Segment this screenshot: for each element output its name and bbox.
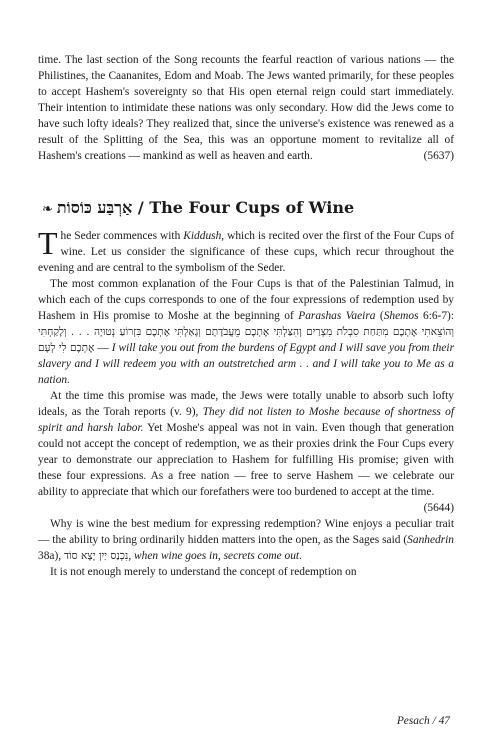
- section-heading: [42, 198, 454, 218]
- drop-cap: T: [38, 225, 58, 261]
- intro-paragraph: [38, 52, 454, 164]
- text-run: Why is wine the best medium for expressing redemption? Wine enjoys a peculiar trait — the ability to bring ordinarily hidden matters into the open, as the Sages said (: [38, 518, 454, 546]
- term-shemos: Shemos: [383, 310, 419, 322]
- paragraph-kiddush: [38, 225, 454, 276]
- term-kiddush: Kiddush: [183, 230, 222, 242]
- section-hebrew-title: אַרְבַּע כּוֹסוֹת: [56, 198, 133, 217]
- term-parasha: Parashas Vaeira: [298, 310, 376, 322]
- paragraph-continuation: [38, 564, 454, 580]
- text-run: ,: [128, 550, 135, 562]
- intro-citation: (5637): [423, 150, 454, 162]
- intro-text: time. The last section of the Song recounts the fearful reaction of various nations — the Philistines, the Caananites, Edom and Moab. The Jews wanted primarily, for these peoples to accept Hashem's sovereignty so that His open eternal reign could start immediately. Their intention to intimidate these nations was only secondary. How did the Jews come to have such lofty ideals? They realized that, since the universe's existence was renewed as a result of the Splitting of the Sea, this was an opportune moment to revitalize all of Hashem's creations — mankind as well as heaven and earth.: [38, 54, 454, 162]
- promise-citation: (5644): [423, 502, 454, 514]
- paragraph-talmud: [38, 276, 454, 388]
- text-run: —: [94, 342, 112, 354]
- saying-translation: when wine goes in, secrets come out: [134, 550, 300, 562]
- torah-quote: They did not listen to Moshe because of shortness of spirit and harsh labor.: [38, 406, 454, 434]
- hebrew-verse: וְהוֹצֵאתִי אֶתְכֶם מִתַּחַת סִבְלֹת מִצְרַיִם וְהִצַּלְתִּי אֶתְכֶם מֵעֲבֹדָתָם וְגָאַלְתִּי אֶתְכֶם בִּזְרוֹעַ נְטוּיָה . . . וְלָקַחְתִּי אֶתְכֶם לִי לְעָם: [38, 326, 454, 354]
- text-run: (: [375, 310, 384, 322]
- paragraph-promise: [38, 388, 454, 516]
- hebrew-saying: נִכְנַס יַיִן יָצָא סוֹד: [63, 550, 129, 562]
- running-footer: Pesach / 47: [396, 715, 450, 727]
- text-run: The most common explanation of the Four Cups is that of the Palestinian Talmud, in which each of the cups corresponds to one of the four expressions of redemption used by Hashem in His promise to Moshe at the beginning of: [38, 278, 454, 322]
- text-run: 38a),: [38, 550, 64, 562]
- text-run: It is not enough merely to understand the concept of redemption on: [50, 566, 357, 578]
- term-sanhedrin: Sanhedrin: [407, 534, 454, 546]
- text-run: Yet Moshe's appeal was not in vain. Even though that generation could not accept the concept of redemption, we as their proxies drink the Four Cups every year to demonstrate our appreciation to Hashem for fulfilling His promise; given with these four expressions. As a free nation — free to serve Hashem — we celebrate our ability to appreciate that which our forefathers were too burdened to accept at the time.: [38, 422, 454, 498]
- fleuron-icon: ❧: [42, 202, 53, 217]
- text-run: At the time this promise was made, the Jews were totally unable to absorb such lofty ideals, as the Torah reports (v. 9),: [38, 390, 454, 418]
- text-run: 6:6-7):: [418, 310, 454, 322]
- text-run: he Seder commences with: [60, 230, 184, 242]
- paragraph-wine: [38, 516, 454, 564]
- text-run: .: [299, 550, 302, 562]
- text-run: , which is recited over the first of the Four Cups of wine. Let us consider the significance of these cups, which recur throughout the evening and are central to the symbolism of the Seder.: [38, 230, 454, 274]
- section-title: / The Four Cups of Wine: [137, 198, 355, 217]
- verse-translation: I will take you out from the burdens of Egypt and I will save you from their slavery and I will redeem you with an outstretched arm . . and I will take you to Me as a nation.: [38, 342, 454, 386]
